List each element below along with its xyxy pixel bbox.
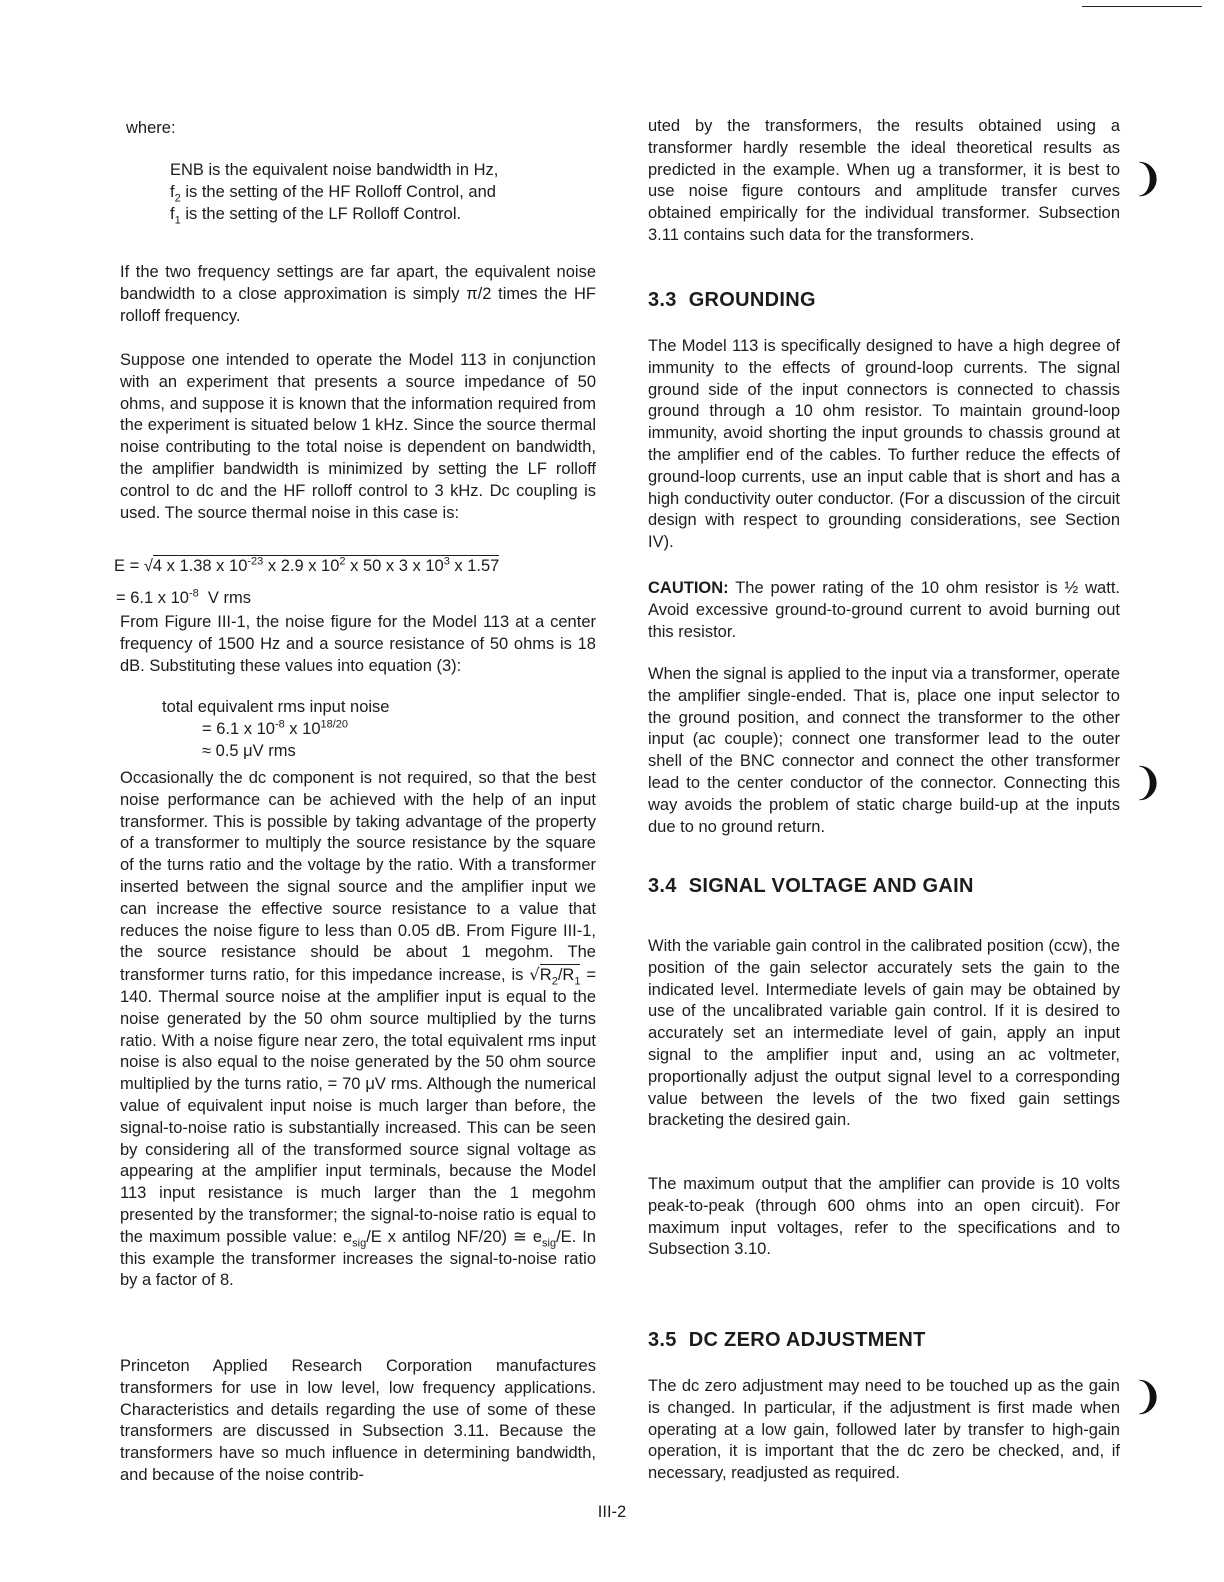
definition-f2: $f_2$ is the setting of the HF Rolloff Control, and: [170, 182, 496, 205]
equation-thermal-noise: E = √4 x 1.38 x $10^{-23}$ x 2.9 x $10^2$ x 50 x 3 x $10^3$ x 1.57: [114, 555, 500, 575]
paragraph-suppose: Suppose one intended to operate the Model 113 in conjunction with an experiment that presents a source impedance of 50 ohms, and suppose it is known that the information required from the experiment is situated below 1 kHz. Since the source thermal noise contributing to the total noise is dependent on bandwidth, the amplifier bandwidth is minimized by setting the LF rolloff control to dc and the HF rolloff control to 3 kHz. Dc coupling is used. The source thermal noise in this case is:: [120, 351, 596, 522]
definition-f1: $f_1$ is the setting of the LF Rolloff Control.: [170, 204, 462, 226]
definition-enb: ENB is the equivalent noise bandwidth in Hz,: [170, 161, 499, 179]
page-number: III-2: [597, 1503, 627, 1521]
paragraph-continued: uted by the transformers, the results obtained using a transformer hardly resemble the ideal theoretical results as predicted in the example. When ug a transformer, it is best to use noise figure contours and amplitude transfer curves obtained empirically for the individual transformer. Subsection 3.11 contains such data for the transformers.: [648, 117, 1120, 244]
paragraph-grounding: The Model 113 is specifically designed to have a high degree of immunity to the effects of ground-loop currents. The signal ground side of the input connectors is connected to chassis ground through a 10 ohm resistor. To maintain ground-loop immunity, avoid shorting the input grounds to chassis ground at the amplifier end of the cables. To further reduce the effects of ground-loop currents, use an input cable that is short and has a high conductivity outer conductor. (For a discussion of the circuit design with respect to grounding considerations, see Section IV).: [648, 337, 1120, 552]
noise-calculation: [162, 697, 389, 762]
noise-label: total equivalent rms input noise: [162, 698, 390, 716]
paragraph-princeton: Princeton Applied Research Corporation manufactures transformers for use in low level, low frequency applications. Characteristics and details regarding the use of some of these transformers are discussed in Subsection 3.11. Because the transformers have so much influence in determining bandwidth, and because of the noise contrib-: [120, 1357, 596, 1484]
paragraph-dc-zero: The dc zero adjustment may need to be touched up as the gain is changed. In particular, if the adjustment is first made when operating at a low gain, followed later by transfer to high-gain operation, it is important that the dc zero be checked, and, if necessary, readjusted as required.: [648, 1377, 1120, 1483]
paragraph-max-output: The maximum output that the amplifier can provide is 10 volts peak-to-peak (through 600 ohms into an open circuit). For maximum input voltages, refer to the specifications and to Subsection 3.10.: [648, 1175, 1120, 1259]
top-rule: [1082, 6, 1202, 7]
equation-result: = 6.1 x $10^{-8}$ V rms: [116, 587, 251, 607]
paragraph-gain: With the variable gain control in the calibrated position (ccw), the position of the gain selector accurately sets the gain to the indicated level. Intermediate levels of gain may be obtained by use of the uncalibrated variable gain control. If it is desired to accurately set an intermediate level of gain, apply an input signal to the amplifier input and, using an ac voltmeter, proportionally adjust the output signal level to a corresponding value between the levels of the two fixed gain settings bracketing the desired gain.: [648, 937, 1120, 1130]
paragraph-transformer-input: When the signal is applied to the input via a transformer, operate the amplifier single-ended. That is, place one input selector to the ground position, and connect the transformer to the other input (ac couple); connect one transformer lead to the outer shell of the BNC connector and connect the other transformer lead to the center conductor of the connector. Connecting this way avoids the problem of static charge build-up at the inputs due to no ground return.: [648, 665, 1120, 836]
paragraph-approximation: If the two frequency settings are far apart, the equivalent noise bandwidth to a close approximation is simply π/2 times the HF rolloff frequency.: [120, 263, 596, 325]
definition-list: [170, 160, 498, 225]
paragraph-caution: CAUTION: The power rating of the 10 ohm resistor is ½ watt. Avoid excessive ground-to-ground current to avoid burning out this resistor.: [648, 579, 1120, 641]
noise-line-3: ≈ 0.5 μV rms: [202, 741, 296, 760]
margin-mark: ❩: [1132, 762, 1164, 804]
section-heading-3-4: 3.4 SIGNAL VOLTAGE AND GAIN: [648, 875, 974, 897]
section-heading-3-3: 3.3 GROUNDING: [648, 289, 816, 311]
where-label: where:: [126, 119, 176, 137]
margin-mark: ❩: [1132, 1376, 1164, 1418]
paragraph-from-figure: From Figure III-1, the noise figure for the Model 113 at a center frequency of 1500 Hz and a source resistance of 50 ohms is 18 dB. Substituting these values into equation (3):: [120, 613, 596, 675]
margin-mark: ❩: [1132, 158, 1164, 200]
paragraph-occasionally: Occasionally the dc component is not required, so that the best noise performance can be achieved with the help of an input transformer. This is possible by taking advantage of the property of a transformer to multiply the source resistance by the square of the turns ratio and the voltage by the ratio. With a transformer inserted between the signal source and the amplifier input we can increase the effective source resistance to a value that reduces the noise figure to less than 0.05 dB. From Figure III-1, the source resistance should be about 1 megohm. The transformer turns ratio, for this impedance increase, is $√R_2/R_1 = 140$. Thermal source noise at the amplifier input is equal to the noise generated by the 50 ohm source multiplied by the turns ratio. With a noise figure near zero, the total equivalent rms input noise is also equal to the noise generated by the 50 ohm source multiplied by the turns ratio, = 70 μV rms. Although the numerical value of equivalent input noise is much larger than before, the signal-to-noise ratio is substantially increased. This can be seen by considering all of the transformed source signal voltage as appearing at the amplifier input terminals, because the Model 113 input resistance is much larger than the 1 megohm presented by the transformer; the signal-to-noise ratio is equal to the maximum possible value: $e_{sig}/E$ x antilog NF/20) ≅ $e_{sig}/E$. In this example the transformer increases the signal-to-noise ratio by a factor of 8.: [120, 769, 596, 1290]
noise-line-2: = 6.1 x $10^{-8}$ x $10^{18/20}$: [202, 718, 349, 738]
caution-label: CAUTION:: [648, 579, 729, 597]
section-heading-3-5: 3.5 DC ZERO ADJUSTMENT: [648, 1329, 926, 1351]
